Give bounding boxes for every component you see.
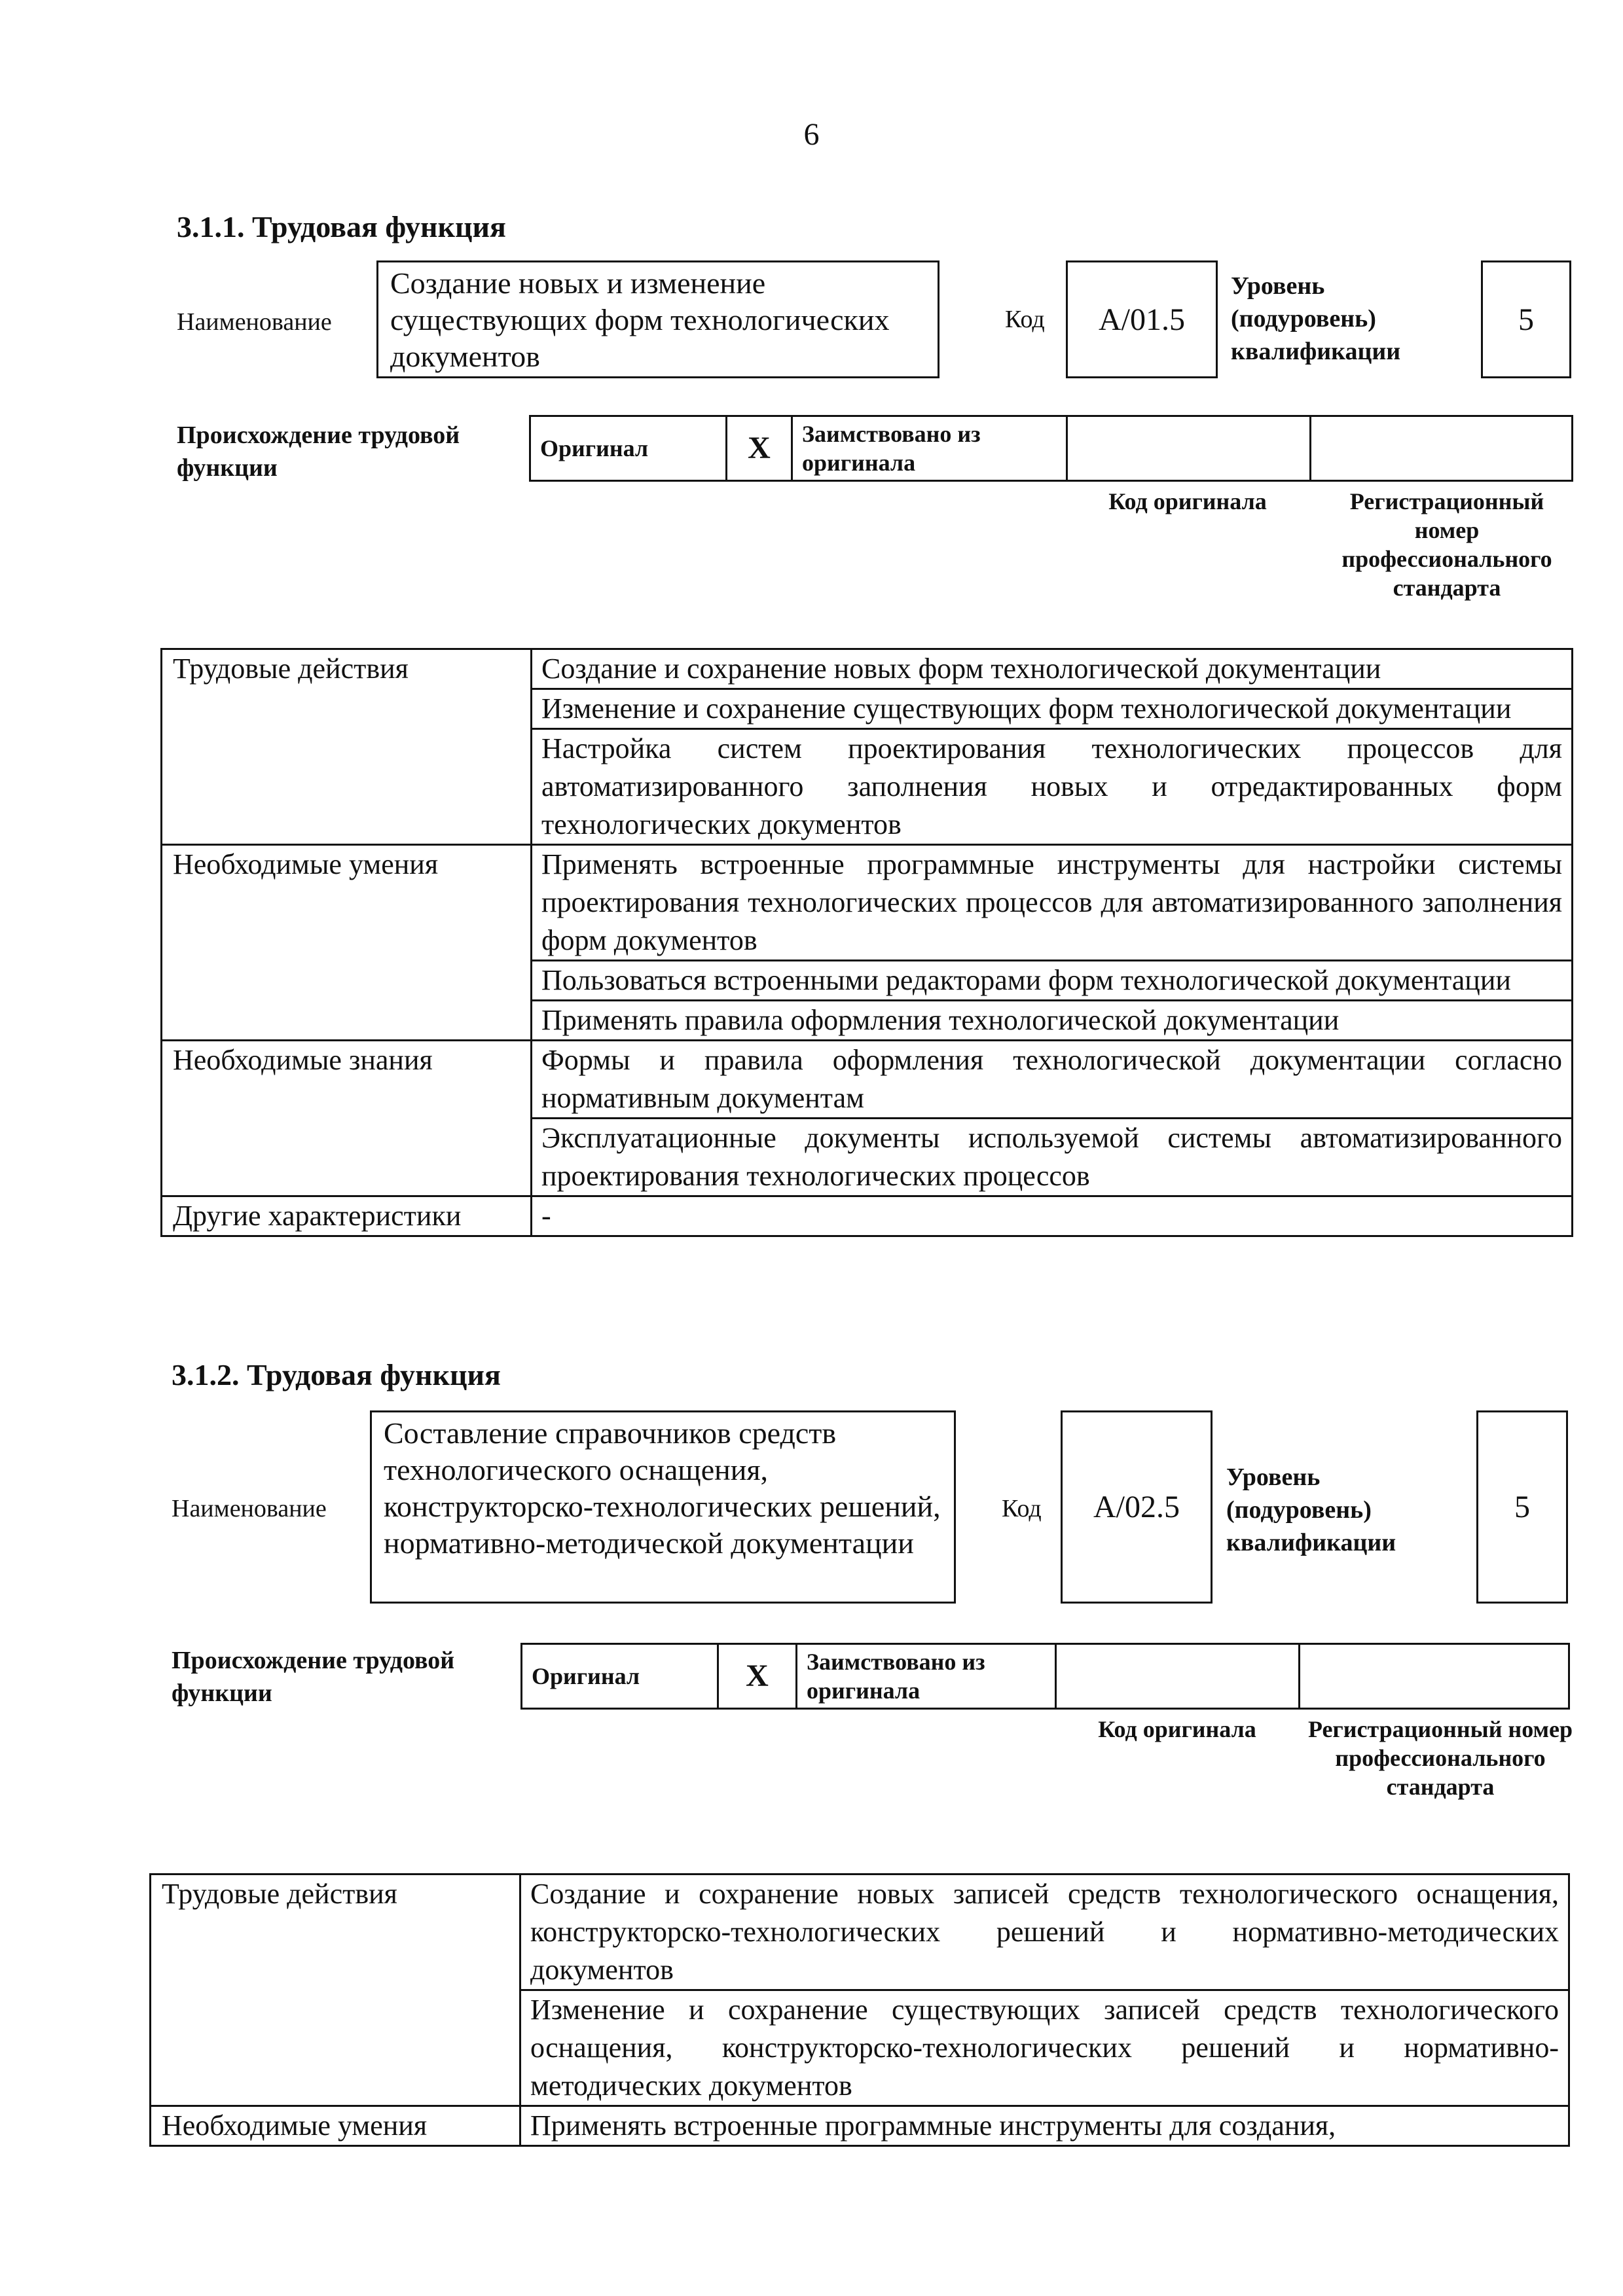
name-label: Наименование — [177, 308, 332, 336]
function-code-box: А/01.5 — [1066, 260, 1218, 378]
category-required-skills: Необходимые умения — [162, 845, 532, 1041]
function-code-box: А/02.5 — [1061, 1410, 1213, 1604]
original-mark: X — [718, 1644, 797, 1709]
section-title: 3.1.1. Трудовая функция — [177, 210, 506, 243]
function-details-table — [149, 1873, 1570, 2147]
list-item: Применять встроенные программные инструменты для создания, — [520, 2106, 1569, 2146]
origin-code-caption: Код оригинала — [1108, 488, 1267, 514]
list-item: Применять правила оформления технологической документации — [532, 1001, 1573, 1041]
code-label: Код — [1005, 306, 1045, 333]
list-item: Изменение и сохранение существующих форм технологической документации — [532, 689, 1573, 729]
category-labor-actions: Трудовые действия — [151, 1874, 520, 2106]
list-item: Формы и правила оформления технологической документации согласно нормативным документам — [532, 1041, 1573, 1119]
original-label: Оригинал — [522, 1644, 718, 1709]
function-name-box: Создание новых и изменение существующих форм технологических документов — [376, 260, 939, 378]
borrowed-label: Заимствовано из оригинала — [792, 416, 1067, 481]
table-row — [151, 2106, 1569, 2146]
origin-code-cell — [1067, 416, 1311, 481]
original-mark: X — [727, 416, 792, 481]
category-required-knowledge: Необходимые знания — [162, 1041, 532, 1196]
qualification-level-box: 5 — [1476, 1410, 1568, 1604]
origin-table — [529, 415, 1573, 482]
borrowed-label: Заимствовано из оригинала — [797, 1644, 1056, 1709]
origin-code-caption: Код оригинала — [1098, 1716, 1256, 1742]
list-item: Изменение и сохранение существующих записей средств технологического оснащения, конструкторско-технологических решений и нормативно-методических документов — [520, 1990, 1569, 2106]
qualification-level-box: 5 — [1481, 260, 1571, 378]
origin-table — [520, 1643, 1570, 1710]
reg-number-caption: Регистрационный номер профессионального стандарта — [1307, 1716, 1573, 1800]
category-other-characteristics: Другие характеристики — [162, 1196, 532, 1236]
page-number: 6 — [803, 117, 820, 152]
reg-number-cell — [1311, 416, 1573, 481]
table-row — [162, 1041, 1573, 1119]
section-title: 3.1.2. Трудовая функция — [172, 1358, 501, 1391]
original-label: Оригинал — [530, 416, 727, 481]
table-row — [151, 1874, 1569, 1990]
list-item: Эксплуатационные документы используемой системы автоматизированного проектирования технологических процессов — [532, 1119, 1573, 1196]
list-item: Пользоваться встроенными редакторами форм технологической документации — [532, 961, 1573, 1001]
origin-label: Происхождение трудовой функции — [177, 422, 460, 482]
origin-code-cell — [1056, 1644, 1300, 1709]
list-item: Применять встроенные программные инструменты для настройки системы проектирования технологических процессов для автоматизированного заполнения форм документов — [532, 845, 1573, 961]
function-details-table — [160, 648, 1573, 1237]
reg-number-cell — [1300, 1644, 1569, 1709]
function-name-box: Составление справочников средств технологического оснащения, конструкторско-технологических решений, нормативно-методической документации — [370, 1410, 956, 1604]
reg-number-caption: Регистрационный номер профессионального стандарта — [1341, 488, 1552, 601]
list-item: Создание и сохранение новых записей средств технологического оснащения, конструкторско-технологических решений и нормативно-методических документов — [520, 1874, 1569, 1990]
list-item: Настройка систем проектирования технологических процессов для автоматизированного заполнения новых и отредактированных форм технологических документов — [532, 729, 1573, 845]
name-label: Наименование — [172, 1495, 327, 1522]
qualification-level-label: Уровень (подуровень) квалификации — [1226, 1463, 1396, 1556]
list-item: - — [532, 1196, 1573, 1236]
table-row — [162, 649, 1573, 689]
table-row — [162, 845, 1573, 961]
qualification-level-label: Уровень (подуровень) квалификации — [1231, 272, 1401, 365]
origin-label: Происхождение трудовой функции — [172, 1647, 455, 1707]
category-labor-actions: Трудовые действия — [162, 649, 532, 845]
category-required-skills: Необходимые умения — [151, 2106, 520, 2146]
table-row — [162, 1196, 1573, 1236]
list-item: Создание и сохранение новых форм технологической документации — [532, 649, 1573, 689]
code-label: Код — [1002, 1495, 1042, 1522]
